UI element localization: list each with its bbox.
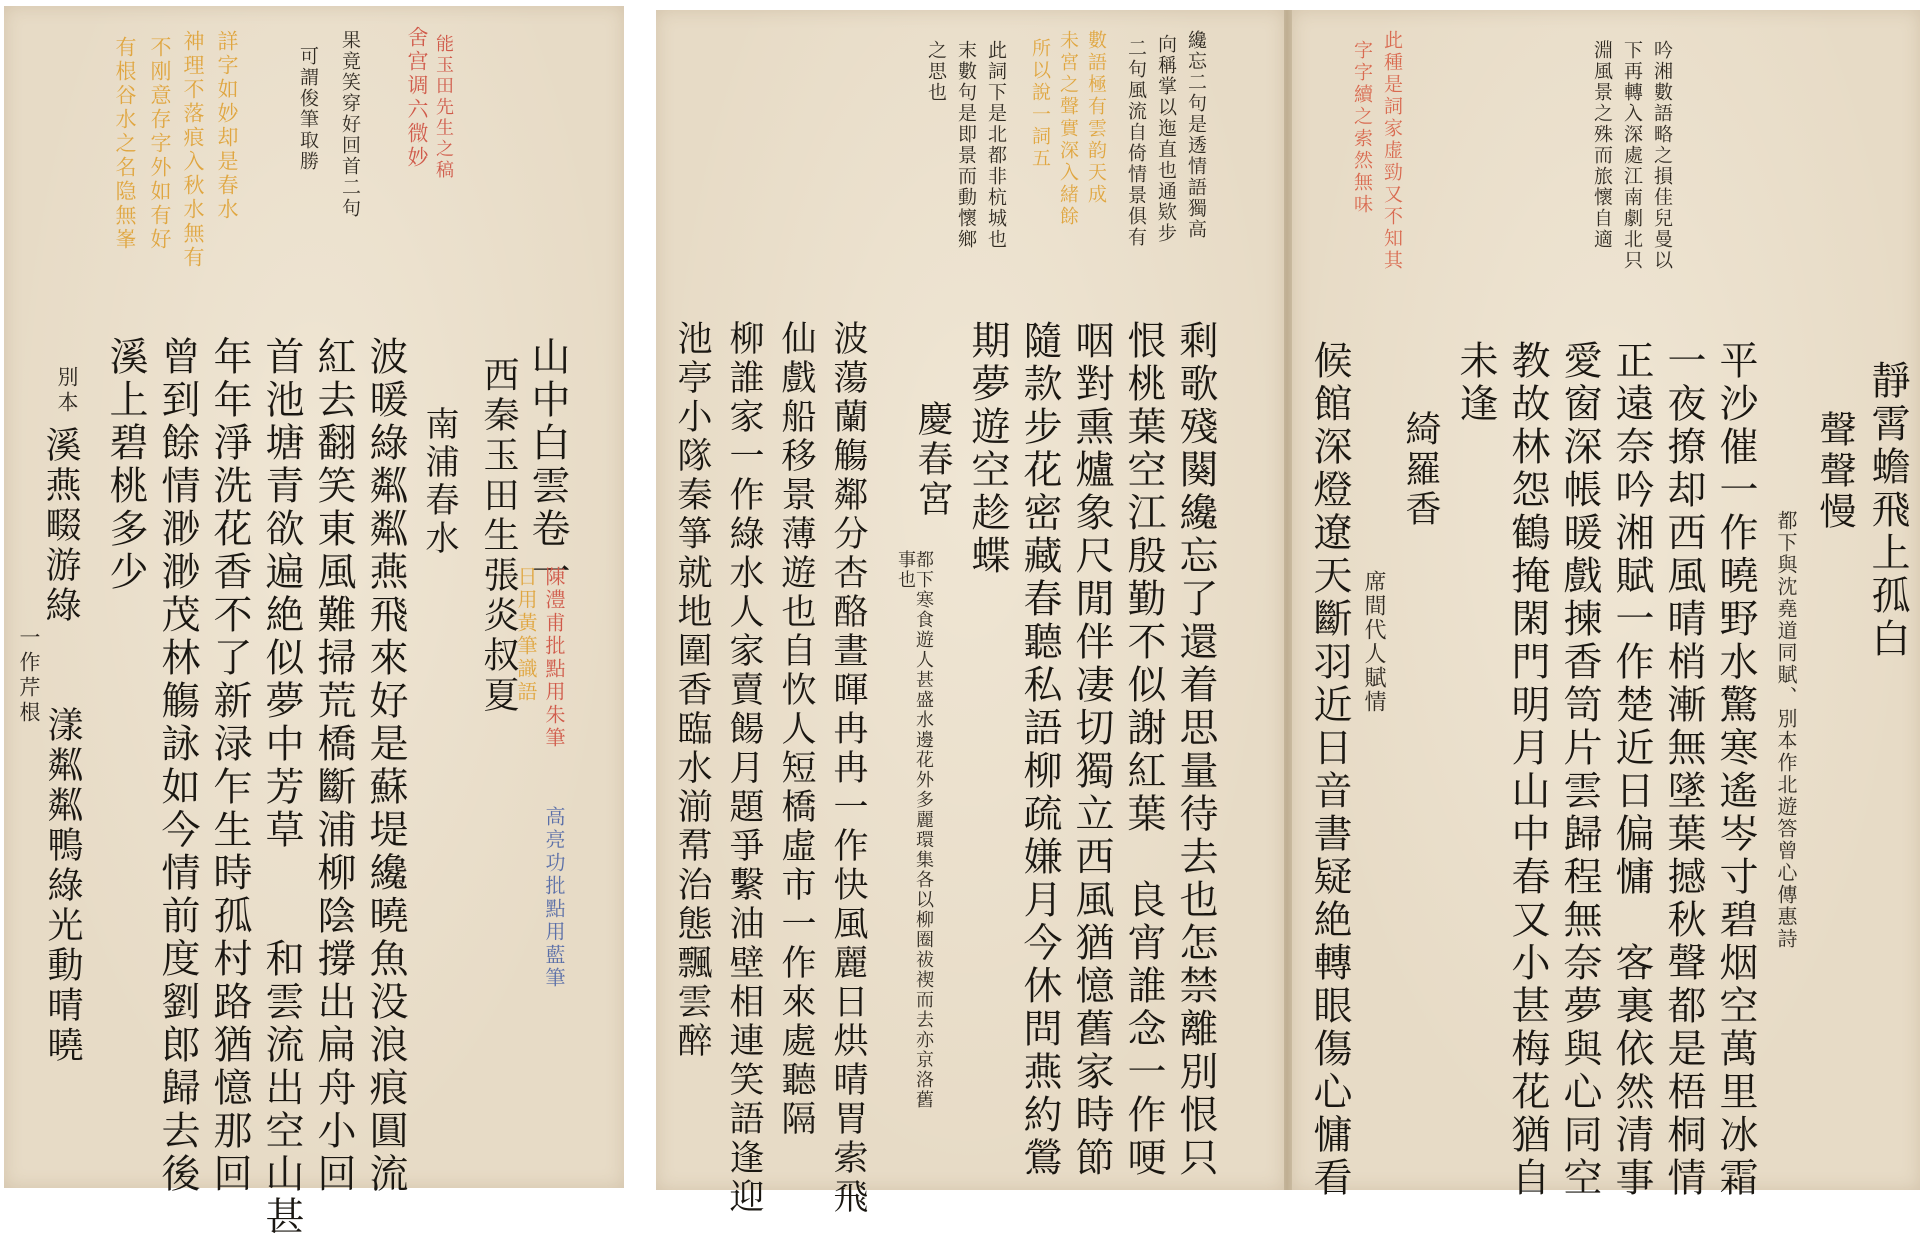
right-page xyxy=(1292,10,1920,1200)
tune-preface: 都下與沈堯道同賦、別本作北遊答曾心傳惠詩 xyxy=(1774,510,1798,950)
black-annotation: 向稱掌以迤直也通欵步 xyxy=(1155,34,1177,244)
poem-title: 靜霄蟾飛上孤白 xyxy=(1865,360,1910,661)
text-column: 咽對熏爐象尺閒伴凄切獨立西風猶憶舊家時節 xyxy=(1069,320,1114,1180)
text-column: 溪燕畷游綠 xyxy=(40,426,81,626)
text-column: 教故林怨鶴掩閑門明月山中春又小甚梅花猶自 xyxy=(1505,340,1550,1200)
text-column: 波蕩蘭觴鄰分杏酪晝暉冉冉一作快風麗日烘晴胃索飛 xyxy=(828,320,868,1217)
volume-title: 山中白雲卷一 xyxy=(525,336,570,594)
red-annotation: 字字續之索然無味 xyxy=(1351,40,1373,216)
black-annotation: 吟湘數語略之損佳兒曼以 xyxy=(1651,40,1673,271)
text-column: 首池塘青欲遍絶似夢中芳草 和雲流出空山甚 xyxy=(259,336,304,1239)
black-annotation: 末數句是即景而動懷鄉 xyxy=(955,40,977,250)
text-column: 一夜撩却西風晴梢漸無墜葉撼秋聲都是梧桐情 xyxy=(1661,340,1706,1200)
tune-title: 慶春宮 xyxy=(912,400,953,520)
yellow-annotation: 有根谷水之名隐無峯 xyxy=(113,36,137,252)
text-column: 波暖綠粼粼燕飛來好是蘇堤纔曉魚没浪痕圓流 xyxy=(363,336,408,1196)
red-credit: 陳澧甫批點用朱筆 xyxy=(542,566,566,750)
variant-note: 一作芹根 xyxy=(17,626,41,726)
text-column: 恨桃葉空江殷勤不似謝紅葉 良宵誰念一作哽 xyxy=(1121,320,1166,1180)
text-column: 溪上碧桃多少 xyxy=(103,336,148,594)
text-column: 柳誰家一作綠水人家賣餳月題爭繫油壁相連笑語逢迎 xyxy=(724,320,764,1217)
black-annotation: 淵風景之殊而旅懷自適 xyxy=(1591,40,1613,250)
yellow-annotation: 所以說一詞五 xyxy=(1029,38,1051,170)
black-annotation: 纔忘二句是透情語獨高 xyxy=(1185,30,1207,240)
yellow-annotation: 不刚意存字外如有好 xyxy=(148,36,172,252)
yellow-annotation: 詳字如妙却是春水 xyxy=(215,30,239,222)
text-column: 隨款步花密藏春聽私語柳疏嫌月今休問燕約鶯 xyxy=(1017,320,1062,1180)
text-column: 池亭小隊秦箏就地圍香臨水湔帬治態飄雲醉 xyxy=(672,320,712,1061)
tune-title: 聲聲慢 xyxy=(1813,410,1856,533)
black-annotation: 二句風流自倚情景俱有 xyxy=(1125,38,1147,248)
text-column: 正遠奈吟湘賦一作楚近日偏慵 客裏依然清事 xyxy=(1609,340,1654,1200)
black-annotation: 果竟笑穿好回首二句 xyxy=(339,30,361,219)
red-annotation: 此種是詞家虚勁又不知其 xyxy=(1381,30,1403,272)
text-column: 曾到餘情渺渺茂林觴詠如今情前度劉郎歸去後 xyxy=(155,336,200,1196)
tune-title: 綺羅香 xyxy=(1400,410,1441,530)
black-annotation: 此詞下是北都非杭城也 xyxy=(985,40,1007,250)
yellow-annotation: 神理不落痕入秋水無有 xyxy=(181,30,205,270)
black-annotation: 下再轉入深處江南劇北只 xyxy=(1621,40,1643,271)
text-column: 未逢 xyxy=(1453,340,1498,426)
tune-title: 南浦春水 xyxy=(419,406,459,558)
blue-credit: 高亮功批點用藍筆 xyxy=(542,806,566,990)
text-column: 年年淨洗花香不了新渌乍生時孤村路猶憶那回 xyxy=(207,336,252,1196)
middle-page xyxy=(656,10,1284,1217)
left-page xyxy=(4,6,624,1239)
yellow-annotation: 數語極有雲韵天成 xyxy=(1085,30,1107,206)
black-annotation: 之思也 xyxy=(925,40,947,103)
author-line: 西秦玉田生張炎叔夏 xyxy=(478,356,519,716)
text-column: 仙戲船移景薄遊也自忺人短橋虛市一作來處聽隔 xyxy=(776,320,816,1139)
text-column: 平沙催一作曉野水驚寒遙岑寸碧烟空萬里冰霜 xyxy=(1713,340,1758,1200)
tune-preface: 都下寒食遊人甚盛水邊花外多麗環集各以柳圈祓禊而去亦京洛舊事也 xyxy=(895,550,934,1110)
text-column: 剩歌殘闋纔忘了還着思量待去也怎禁離別恨只 xyxy=(1173,320,1218,1180)
text-column: 漾粼粼鴨綠光動晴曉 xyxy=(42,706,83,1066)
variant-note: 別本 xyxy=(55,366,79,416)
yellow-annotation: 未宮之聲實深入緒餘 xyxy=(1057,30,1079,228)
black-annotation: 可謂俊筆取勝 xyxy=(297,46,319,172)
yellow-credit: 日用黃筆識語 xyxy=(514,566,538,704)
text-column: 候館深燈遼天斷羽近日音書疑絶轉眼傷心慵看 xyxy=(1307,340,1352,1200)
tune-preface: 席間代人賦情 xyxy=(1361,570,1386,714)
text-column: 愛窗深帳暖戲揀香笥片雲歸程無奈夢與心同空 xyxy=(1557,340,1602,1200)
red-annotation: 舍宫调六微妙 xyxy=(405,26,429,170)
red-annotation: 能玉田先生之稿 xyxy=(433,34,454,181)
text-column: 期夢遊空趁蝶 xyxy=(965,320,1010,578)
text-column: 紅去翻笑東風難掃荒橋斷浦柳陰撐出扁舟小回 xyxy=(311,336,356,1196)
